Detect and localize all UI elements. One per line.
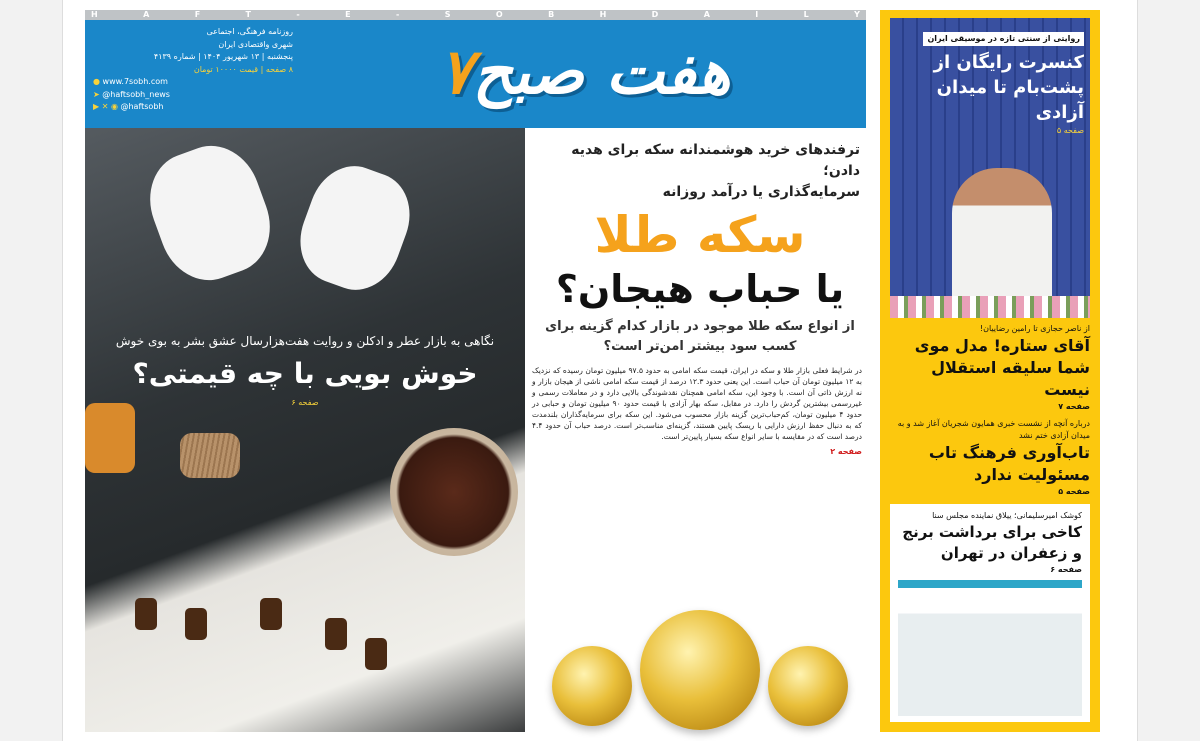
- coin-small-right: [768, 646, 848, 726]
- main-headline-1[interactable]: سکه طلا: [594, 206, 806, 264]
- globe-icon: ●: [93, 77, 103, 86]
- s3-kicker: درباره آنچه از نشست خبری همایون شجریان آغاز شد و به میدان آزادی ختم نشد: [897, 419, 1090, 440]
- s3-page: صفحه ۵: [1058, 487, 1090, 496]
- concert-photo: [890, 18, 1090, 318]
- s3-headline[interactable]: تاب‌آوری فرهنگ تاب مسئولیت ندارد: [928, 443, 1090, 484]
- glove-left: [136, 133, 284, 293]
- left-story-kicker: نگاهی به بازار عطر و ادکلن و روایت هفت‌هزارسال عشق بشر به بوی خوش: [115, 334, 495, 348]
- strip-letter: E: [345, 10, 351, 19]
- s4-kicker: کوشک امیرسلیمانی؛ ییلاق نماینده مجلس سنا: [932, 511, 1082, 520]
- s2-page: صفحه ۷: [1058, 402, 1090, 411]
- s1-page: صفحه ۵: [1056, 126, 1084, 135]
- s3-block: [890, 418, 1090, 498]
- s1-text: [890, 18, 1090, 137]
- strip-letter: -: [296, 10, 300, 19]
- mansion-photo: [898, 580, 1082, 716]
- info-line: شهری واقتصادی ایران: [218, 39, 293, 49]
- main-subhead: از انواع سکه طلا موجود در بازار کدام گزینه برای کسب سود بیشتر امن‌تر است؟: [545, 319, 855, 354]
- twine-spool: [180, 433, 240, 478]
- strip-letter: L: [803, 10, 809, 19]
- s4-headline[interactable]: کاخی برای برداشت برنج و زعفران در تهران: [902, 523, 1082, 562]
- s4-page: صفحه ۶: [1050, 565, 1082, 574]
- bottle: [185, 608, 207, 640]
- social-text: @haftsobh: [120, 102, 164, 111]
- main-body-text: در شرایط فعلی بازار طلا و سکه در ایران، قیمت سکه امامی به حدود ۹۷.۵ میلیون تومان رسیده که نزدیک به ۱۲ میلیون تومان آن حباب است. این یعنی حدود ۱۲.۳ درصد از قیمت سکه امامی ناشی از هیجان بازار و نه ارزش ذاتی آن است. با وجود این، سکه امامی همچنان نقدشوندگی بالایی دارد و در معاملات رسمی و غیررسمی بیشترین گردش را دارد. در مقابل، سکه بهار آزادی با قیمت حدود ۹۰ میلیون تومان و حبابی در حدود ۴ میلیون تومان، کم‌حباب‌ترین گزینه بازار محسوب می‌شود. این سکه برای سرمایه‌گذاران بلندمدت که به دنبال حفظ ارزش دارایی با ریسک پایین هستند، گزینه‌ای مناسب‌تر است. درصد حباب آن حدود ۴.۴ درصد است که در مقایسه با سایر انواع سکه بسیار پایین‌تر است.: [532, 366, 863, 441]
- bottle: [325, 618, 347, 650]
- strip-letter: A: [703, 10, 710, 19]
- strip-letter: T: [245, 10, 252, 19]
- s1-headline[interactable]: کنسرت رایگان از پشت‌بام تا میدان آزادی: [933, 52, 1084, 123]
- strip-letter: Y: [854, 10, 860, 19]
- social-link[interactable]: [93, 101, 293, 114]
- telegram-link[interactable]: [93, 89, 293, 102]
- bottle: [365, 638, 387, 670]
- newspaper-logo: [325, 20, 845, 124]
- left-story[interactable]: [95, 333, 515, 407]
- strip-letter: B: [548, 10, 555, 19]
- strip-letter: A: [143, 10, 150, 19]
- s1-kicker: روایتی از سنتی تازه در موسیقی ایران: [923, 32, 1084, 46]
- info-line: روزنامه فرهنگی، اجتماعی: [206, 27, 293, 36]
- main-story: [532, 140, 868, 732]
- flowers: [890, 296, 1090, 318]
- masthead-strip: [85, 10, 866, 20]
- right-column: [880, 10, 1100, 732]
- honey-jar: [85, 403, 135, 473]
- flower-bowl: [390, 428, 518, 556]
- strip-letter: H: [91, 10, 98, 19]
- strip-letter: D: [651, 10, 659, 19]
- main-story-body: [532, 365, 868, 457]
- s4-box: [890, 504, 1090, 722]
- coin-small-left: [552, 646, 632, 726]
- strip-letter: S: [444, 10, 451, 19]
- gold-coins-image: [532, 463, 868, 732]
- logo-number: ۷: [439, 35, 473, 108]
- left-story-page: صفحه ۶: [291, 398, 319, 407]
- social-icons: ▶ ✕ ◉: [93, 102, 121, 111]
- strip-letter: F: [194, 10, 201, 19]
- telegram-text: @haftsobh_news: [102, 89, 170, 99]
- bottle: [260, 598, 282, 630]
- main-story-page: صفحه ۲: [830, 447, 862, 456]
- strip-letter: I: [755, 10, 759, 19]
- coin-large: [640, 610, 760, 730]
- website-text: www.7sobh.com: [102, 77, 168, 86]
- masthead: [85, 20, 866, 128]
- masthead-info: [93, 26, 293, 114]
- main-kicker-2: سرمایه‌گذاری یا درآمد روزانه: [662, 184, 860, 200]
- perfume-photo: [85, 128, 525, 732]
- strip-letter: -: [395, 10, 400, 19]
- left-story-headline[interactable]: خوش بویی با چه قیمتی؟: [132, 357, 478, 390]
- s2-kicker: از ناصر حجازی تا رامین رضاییان!: [979, 324, 1090, 333]
- main-headline-2[interactable]: یا حباب هیجان؟: [555, 267, 845, 311]
- glove-right: [287, 155, 422, 302]
- website-link[interactable]: [93, 76, 293, 89]
- strip-letter: H: [599, 10, 607, 19]
- telegram-icon: ➤: [93, 89, 103, 99]
- logo-text: هفت صبح: [472, 35, 731, 108]
- strip-letter: O: [495, 10, 503, 19]
- s2-block: [890, 323, 1090, 413]
- issue-date: پنجشنبه | ۱۳ شهریور ۱۴۰۴ | شماره ۴۱۳۹: [153, 52, 293, 61]
- main-kicker-1: ترفندهای خرید هوشمندانه سکه برای هدیه دادن؛: [571, 142, 860, 179]
- price: ۸ صفحه | قیمت ۱۰۰۰۰ تومان: [193, 64, 293, 74]
- bottle: [135, 598, 157, 630]
- s2-headline[interactable]: آقای ستاره! مدل موی شما سلیقه استقلال نیست: [914, 336, 1090, 399]
